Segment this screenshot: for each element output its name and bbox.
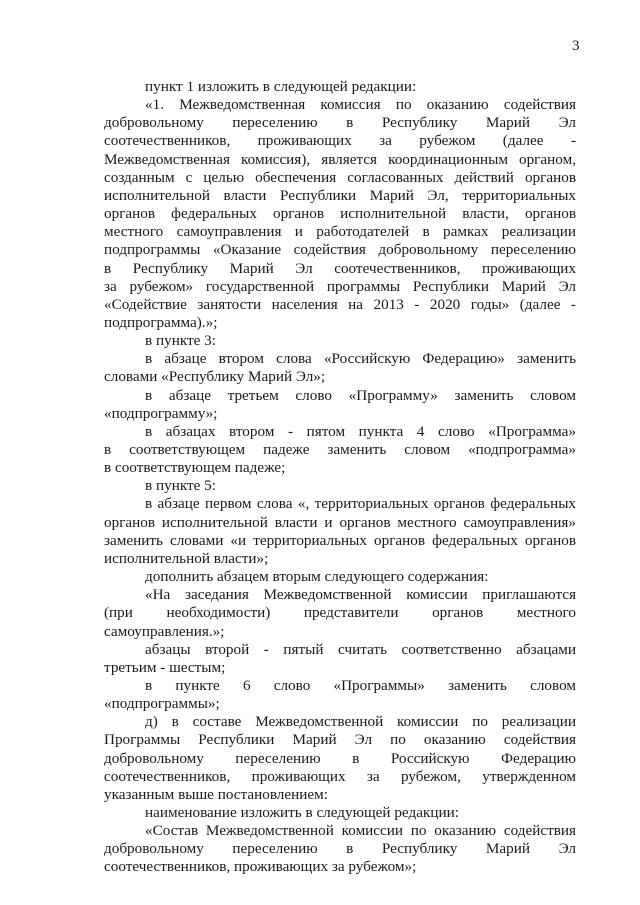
text-line: Программы Республики Марий Эл по оказанию содействия bbox=[104, 731, 576, 749]
text-line: «Состав Межведомственной комиссии по оказанию содействия bbox=[145, 822, 576, 840]
text-line: подпрограмма).»; bbox=[104, 313, 218, 331]
text-line: указанным выше постановлением: bbox=[104, 785, 328, 803]
text-line: (при необходимости) представители органов местного bbox=[104, 604, 576, 622]
text-line: пункт 1 изложить в следующей редакции: bbox=[145, 78, 417, 95]
text-line: третьим - шестым; bbox=[104, 658, 226, 676]
text-line: созданным с целью обеспечения согласованных действий органов bbox=[104, 168, 576, 186]
text-line: за рубежом» государственной программы Республики Марий Эл bbox=[104, 277, 576, 295]
text-line: органов исполнительной власти и органов местного самоуправления» bbox=[104, 513, 576, 531]
text-line: добровольному переселению в Российскую Федерацию bbox=[104, 749, 576, 767]
text-line: соотечественников, проживающих за рубежом»; bbox=[104, 858, 417, 876]
text-line: в соответствующем падеже заменить словом «подпрограмма» bbox=[104, 441, 576, 458]
text-line: «На заседания Межведомственной комиссии приглашаются bbox=[145, 586, 576, 604]
text-line: самоуправления.»; bbox=[104, 622, 225, 640]
text-line: добровольному переселению в Республику Марий Эл bbox=[104, 840, 576, 858]
text-line: «подпрограмму»; bbox=[104, 404, 218, 422]
text-line: исполнительной власти Республики Марий Эл, территориальных bbox=[104, 186, 576, 204]
text-line: подпрограммы «Оказание содействия добровольному переселению bbox=[104, 241, 576, 259]
text-line: в пункте 3: bbox=[145, 332, 216, 350]
text-line: соотечественников, проживающих за рубежом (далее - bbox=[104, 132, 576, 150]
text-line: словами «Республику Марий Эл»; bbox=[104, 368, 326, 386]
text-line: в абзацах втором - пятом пункта 4 слово «Программа» bbox=[145, 422, 576, 440]
text-line: Межведомственная комиссия), является координационным органом, bbox=[104, 150, 576, 168]
text-line: «1. Межведомственная комиссия по оказанию содействия bbox=[145, 96, 576, 114]
text-line: в абзаце первом слова «, территориальных органов федеральных bbox=[145, 495, 576, 513]
text-line: в Республику Марий Эл соотечественников, проживающих bbox=[104, 259, 576, 277]
text-line: в абзаце третьем слово «Программу» заменить словом bbox=[145, 386, 576, 404]
text-line: органов федеральных органов исполнительной власти, органов bbox=[104, 205, 576, 222]
text-line: «подпрограммы»; bbox=[104, 695, 220, 713]
text-line: в пункте 5: bbox=[145, 477, 216, 495]
text-line: местного самоуправления и работодателей в рамках реализации bbox=[104, 223, 576, 241]
text-line: абзацы второй - пятый считать соответственно абзацами bbox=[145, 640, 576, 658]
text-line: в абзаце втором слова «Российскую Федерацию» заменить bbox=[145, 350, 576, 368]
text-line: заменить словами «и территориальных органов федеральных органов bbox=[104, 531, 576, 549]
text-line: исполнительной власти»; bbox=[104, 549, 269, 567]
text-line: дополнить абзацем вторым следующего содержания: bbox=[145, 568, 489, 585]
text-line: «Содействие занятости населения на 2013 - 2020 годы» (далее - bbox=[104, 295, 576, 313]
page-number: 3 bbox=[572, 38, 580, 54]
text-line: наименование изложить в следующей редакции: bbox=[145, 804, 459, 821]
text-line: в пункте 6 слово «Программы» заменить словом bbox=[145, 676, 576, 694]
text-line: в соответствующем падеже; bbox=[104, 459, 286, 477]
text-line: д) в составе Межведомственной комиссии по реализации bbox=[145, 713, 576, 731]
text-line: соотечественников, проживающих за рубежом, утвержденном bbox=[104, 767, 576, 785]
text-line: добровольному переселению в Республику Марий Эл bbox=[104, 114, 576, 132]
